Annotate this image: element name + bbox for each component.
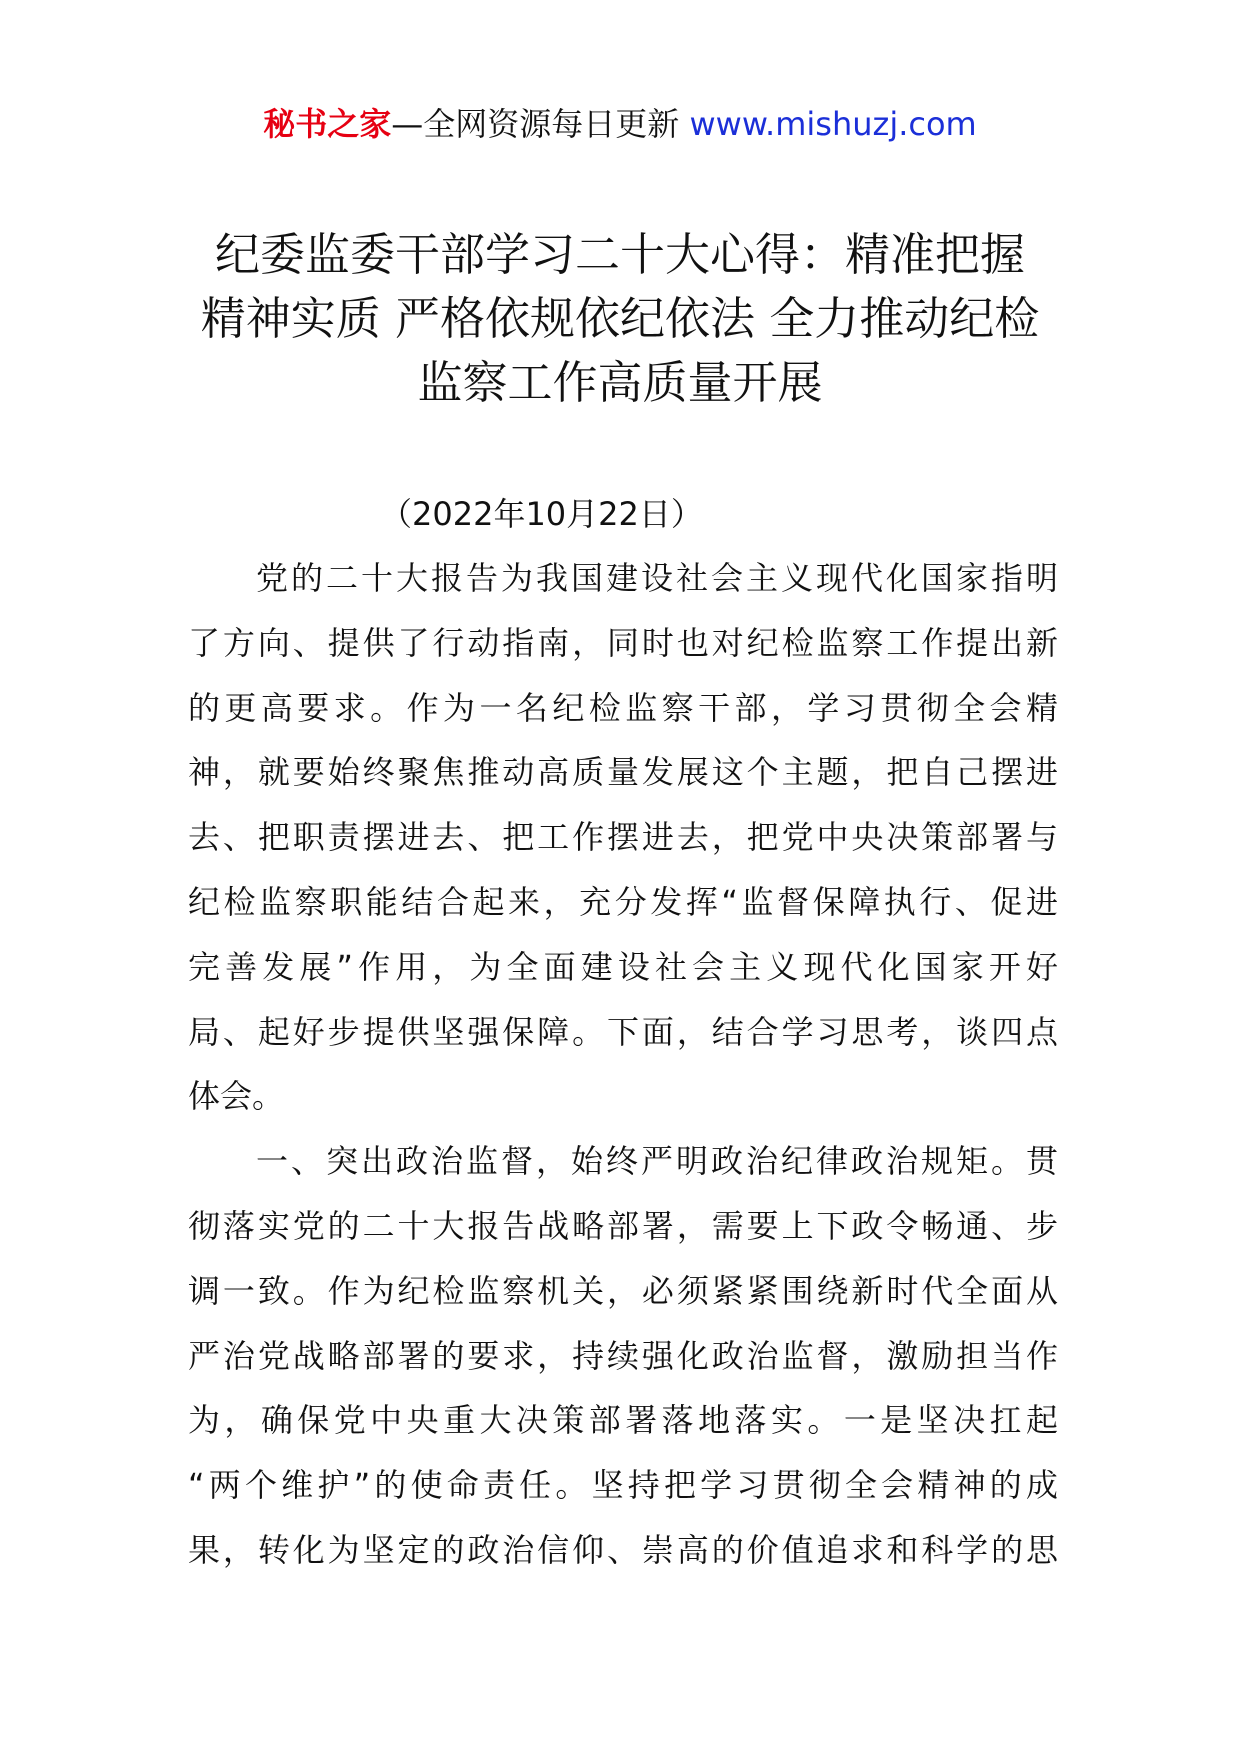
text-line: 体会。 <box>188 1077 285 1116</box>
title-line: 纪委监委干部学习二十大心得：精准把握 <box>214 228 1025 281</box>
text-line: 调一致。作为纪检监察机关，必须紧紧围绕新时代全面从 <box>188 1271 1058 1310</box>
text-line: 果，转化为坚定的政治信仰、崇高的价值追求和科学的思 <box>188 1530 1058 1569</box>
text-line: 一、突出政治监督，始终严明政治纪律政治规矩。贯 <box>256 1142 1058 1181</box>
text-line: 去、把职责摆进去、把工作摆进去，把党中央决策部署与 <box>188 818 1058 857</box>
text-line: 神，就要始终聚焦推动高质量发展这个主题，把自己摆进 <box>188 753 1058 792</box>
document-title <box>180 223 1060 415</box>
text-line: 党的二十大报告为我国建设社会主义现代化国家指明 <box>256 559 1058 597</box>
document-body <box>188 546 1058 1583</box>
title-line: 精神实质 严格依规依纪依法 全力推动纪检 <box>200 292 1040 345</box>
text-line: 了方向、提供了行动指南，同时也对纪检监察工作提出新 <box>188 623 1058 662</box>
text-line: 纪检监察职能结合起来，充分发挥“监督保障执行、促进 <box>188 882 1058 921</box>
brand-name: 秘书之家 <box>263 105 392 143</box>
document-date: （2022年10月22日） <box>380 495 703 533</box>
paragraph-intro <box>188 546 1058 1129</box>
site-header <box>0 102 1240 146</box>
site-url: www.mishuzj.com <box>689 105 977 143</box>
text-line: 严治党战略部署的要求，持续强化政治监督，激励担当作 <box>188 1336 1058 1375</box>
text-line: 完善发展”作用，为全面建设社会主义现代化国家开好 <box>188 947 1058 986</box>
text-line: 彻落实党的二十大报告战略部署，需要上下政令畅通、步 <box>188 1206 1058 1245</box>
text-line: “两个维护”的使命责任。坚持把学习贯彻全会精神的成 <box>188 1466 1058 1505</box>
paragraph-section-one <box>188 1129 1058 1583</box>
header-slogan: —全网资源每日更新 <box>391 105 680 143</box>
title-line: 监察工作高质量开展 <box>417 356 823 409</box>
text-line: 为，确保党中央重大决策部署落地落实。一是坚决扛起 <box>188 1401 1058 1440</box>
text-line: 局、起好步提供坚强保障。下面，结合学习思考，谈四点 <box>188 1012 1058 1051</box>
text-line: 的更高要求。作为一名纪检监察干部，学习贯彻全会精 <box>188 688 1058 727</box>
